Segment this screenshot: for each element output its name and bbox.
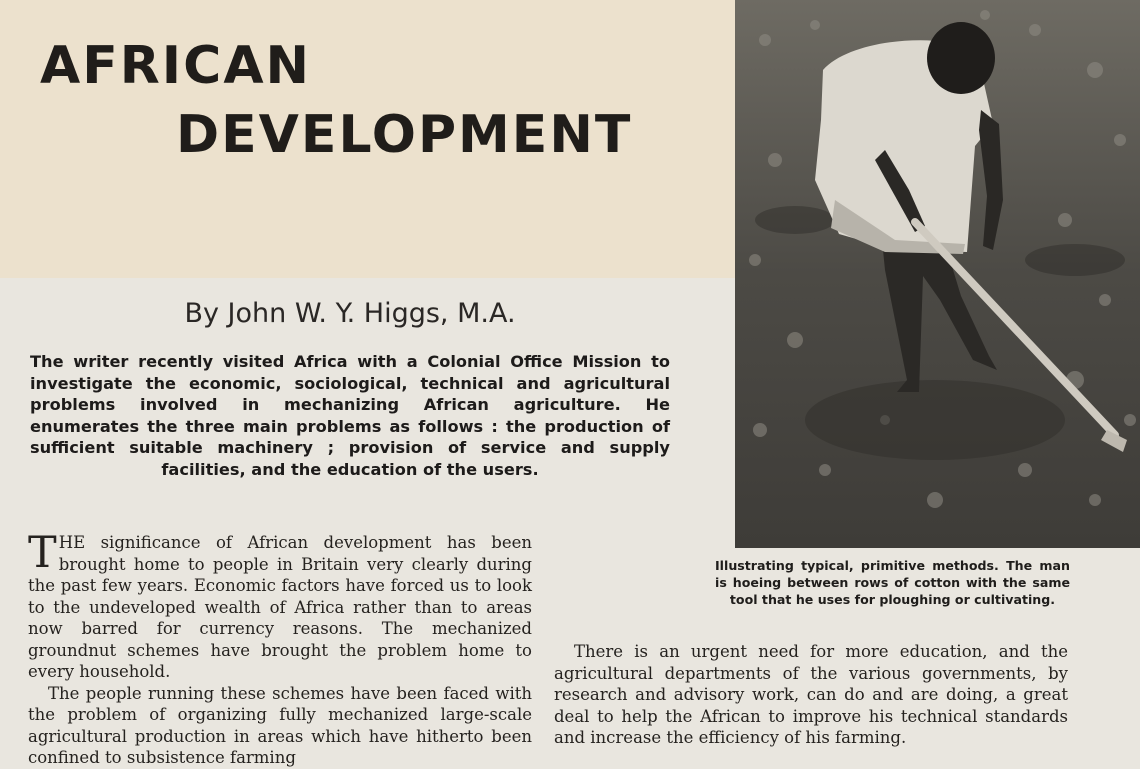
body-paragraph-1 [28, 528, 532, 683]
body-paragraph-3: There is an urgent need for more education, and the agricultural departments of the various governments, by research and advisory work, can do and are doing, a great deal to help the African to improve his technical standards and increase the efficiency of his farming. [554, 642, 1068, 747]
body-column-2 [554, 641, 1068, 749]
title-line-1: AFRICAN [40, 36, 312, 96]
byline: By John W. Y. Higgs, M.A. [184, 298, 516, 329]
body-paragraph-2: The people running these schemes have been faced with the problem of organizing fully mechanized large-scale agricultural production in areas which have hitherto been confined to subsistence farming [28, 683, 532, 767]
body-column-1 [28, 528, 532, 769]
photo-farmer-hoeing [735, 0, 1140, 548]
intro-paragraph: The writer recently visited Africa with a Colonial Office Mission to investigate the economic, sociological, technical and agricultural problems involved in mechanizing African agriculture. He enumerates the three main problems as follows : the production of sufficient suitable machinery ; provision of service and supply facilities, and the education of the users. [30, 352, 670, 479]
photo-caption: Illustrating typical, primitive methods. The man is hoeing between rows of cotton with the same tool that he uses for ploughing or cultivating. [715, 558, 1070, 607]
drop-cap: T [28, 528, 57, 578]
title-band [0, 0, 735, 278]
photo-illustration [735, 0, 1140, 548]
title-line-2: DEVELOPMENT [176, 105, 633, 165]
body-paragraph-1-text: HE significance of African development has been brought home to people in Britain very clearly during the past few years. Economic factors have forced us to look to the undeveloped wealth of Africa rather than to areas now barred for currency reasons. The mechanized groundnut schemes have brought the problem home to every household. [28, 533, 532, 681]
